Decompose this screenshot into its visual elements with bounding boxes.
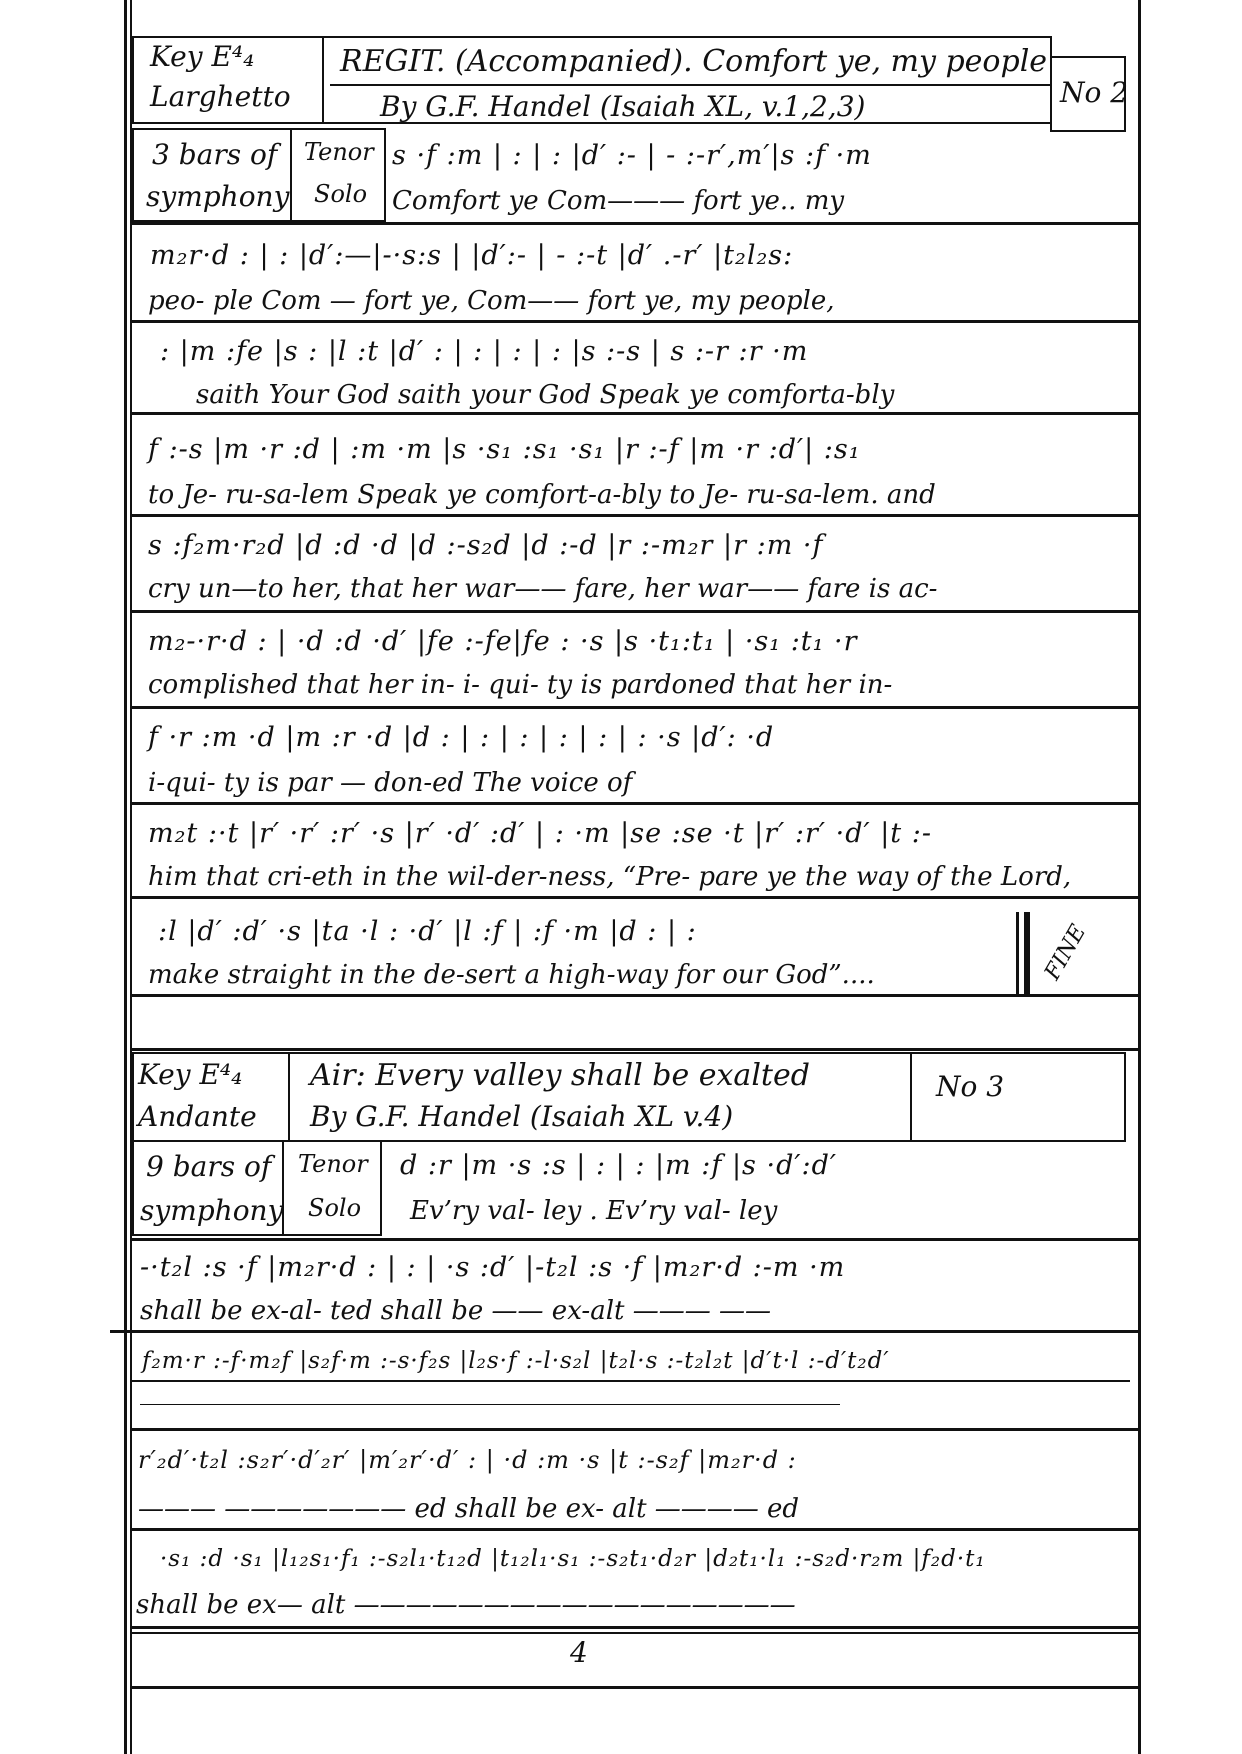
section1-line1-notes: s ·f :m | : | : |d′ :- | - :-r′,m′|s :f ·m	[392, 140, 872, 171]
staff-rule	[132, 412, 1138, 415]
staff-rule	[140, 1404, 840, 1405]
section1-line9-lyrics: make straight in the de-sert a high-way for our God”....	[148, 960, 875, 990]
section1-line1-lyrics: Comfort ye Com——— fort ye.. my	[392, 186, 845, 216]
section2-intro-line2: symphony	[140, 1194, 284, 1227]
section2-line5-lyrics: shall be ex— alt —————————————————	[136, 1590, 796, 1620]
right-margin-line	[1138, 0, 1141, 1754]
section1-key: Key E⁴₄	[150, 40, 255, 73]
section2-line5-notes: ·s₁ :d ·s₁ |l₁₂s₁·f₁ :-s₂l₁·t₁₂d |t₁₂l₁·s₁ :-s₂t₁·d₂r |d₂t₁·l₁ :-s₂d·r₂m |f₂d·t₁	[160, 1546, 986, 1572]
section1-line9-notes: :l |d′ :d′ ·s |ta ·l : ·d′ |l :f | :f ·m |d : | :	[158, 916, 697, 947]
section1-composer: By G.F. Handel (Isaiah XL, v.1,2,3)	[380, 90, 866, 123]
staff-rule	[132, 1238, 1138, 1241]
title-underline	[330, 84, 1052, 86]
section1-intro-line2: symphony	[146, 180, 290, 213]
staff-rule	[132, 802, 1138, 805]
staff-rule	[132, 610, 1138, 613]
section1-line7-lyrics: i-qui- ty is par — don-ed The voice of	[148, 768, 633, 798]
section2-intro-line1: 9 bars of	[146, 1150, 272, 1183]
staff-rule	[132, 320, 1138, 323]
section1-line3-lyrics: saith Your God saith your God Speak ye comforta-bly	[196, 380, 895, 410]
section2-line3-notes: f₂m·r :-f·m₂f |s₂f·m :-s·f₂s |l₂s·f :-l·s₂l |t₂l·s :-t₂l₂t |d′t·l :-d′t₂d′	[142, 1348, 890, 1374]
section1-line5-lyrics: cry un—to her, that her war—— fare, her war—— fare is ac-	[148, 574, 938, 604]
section2-voice-line1: Tenor	[298, 1150, 368, 1178]
section2-number: No 3	[936, 1070, 1005, 1103]
fine-bar	[1016, 912, 1019, 994]
section1-title: REGIT. (Accompanied). Comfort ye, my people	[340, 44, 1048, 79]
section1-line7-notes: f ·r :m ·d |m :r ·d |d : | : | : | : | : | : ·s |d′: ·d	[148, 722, 775, 753]
section2-title: Air: Every valley shall be exalted	[310, 1058, 810, 1093]
left-margin-line-inner	[130, 0, 132, 1754]
section2-key: Key E⁴₄	[138, 1058, 243, 1091]
page-number: 4	[570, 1636, 588, 1669]
staff-rule	[132, 1632, 1138, 1634]
fine-bar	[1024, 912, 1030, 994]
staff-rule	[110, 1330, 1138, 1333]
left-margin-line	[124, 0, 127, 1754]
section1-intro-line1: 3 bars of	[152, 138, 278, 171]
staff-rule	[132, 706, 1138, 709]
staff-rule	[132, 1686, 1138, 1689]
staff-rule	[132, 896, 1138, 899]
section1-line4-notes: f :-s |m ·r :d | :m ·m |s ·s₁ :s₁ ·s₁ |r :-f |m ·r :d′| :s₁	[148, 434, 861, 465]
section2-line2-lyrics: shall be ex-al- ted shall be —— ex-alt ——— ——	[140, 1296, 771, 1326]
section2-voice-line2: Solo	[308, 1194, 362, 1222]
section1-tempo: Larghetto	[150, 80, 291, 113]
staff-rule	[132, 222, 1138, 225]
section1-line2-lyrics: peo- ple Com — fort ye, Com—— fort ye, my people,	[148, 286, 835, 316]
section1-line6-lyrics: complished that her in- i- qui- ty is pardoned that her in-	[148, 670, 893, 700]
staff-rule	[132, 1048, 1138, 1051]
section2-line4-lyrics: ——— ——————— ed shall be ex- alt ———— ed	[138, 1494, 800, 1524]
section1-line8-notes: m₂t :·t |r′ ·r′ :r′ ·s |r′ ·d′ :d′ | : ·m |se :se ·t |r′ :r′ ·d′ |t :-	[148, 818, 932, 849]
staff-rule	[132, 1428, 1138, 1431]
section1-voice-line2: Solo	[314, 180, 368, 208]
staff-rule	[130, 1380, 1130, 1382]
section1-line3-notes: : |m :fe |s : |l :t |d′ : | : | : | : |s :-s | s :-r :r ·m	[160, 336, 809, 367]
section1-line8-lyrics: him that cri-eth in the wil-der-ness, “Pre- pare ye the way of the Lord,	[148, 862, 1072, 892]
section1-line5-notes: s :f₂m·r₂d |d :d ·d |d :-s₂d |d :-d |r :-m₂r |r :m ·f	[148, 530, 824, 561]
section1-voice-line1: Tenor	[304, 138, 374, 166]
fine-marker: FINE	[1039, 920, 1092, 985]
staff-rule	[132, 1528, 1138, 1531]
section1-line4-lyrics: to Je- ru-sa-lem Speak ye comfort-a-bly to Je- ru-sa-lem. and	[148, 480, 936, 510]
staff-rule	[132, 1626, 1138, 1629]
section1-number: No 2	[1060, 76, 1129, 109]
section1-line2-notes: m₂r·d : | : |d′:—|-·s:s | |d′:- | - :-t |d′ .-r′ |t₂l₂s:	[150, 240, 794, 271]
section2-line2-notes: -·t₂l :s ·f |m₂r·d : | : | ·s :d′ |-t₂l :s ·f |m₂r·d :-m ·m	[140, 1252, 846, 1283]
staff-rule	[132, 514, 1138, 517]
section2-line1-notes: d :r |m ·s :s | : | : |m :f |s ·d′:d′	[400, 1150, 838, 1181]
section2-line4-notes: r′₂d′·t₂l :s₂r′·d′₂r′ |m′₂r′·d′ : | ·d :m ·s |t :-s₂f |m₂r·d :	[138, 1446, 797, 1474]
section2-composer: By G.F. Handel (Isaiah XL v.4)	[310, 1100, 734, 1133]
section1-line6-notes: m₂-·r·d : | ·d :d ·d′ |fe :-fe|fe : ·s |s ·t₁:t₁ | ·s₁ :t₁ ·r	[148, 626, 858, 657]
staff-rule	[132, 994, 1138, 997]
section2-tempo: Andante	[138, 1100, 257, 1133]
section2-line1-lyrics: Ev’ry val- ley . Ev’ry val- ley	[410, 1196, 778, 1226]
